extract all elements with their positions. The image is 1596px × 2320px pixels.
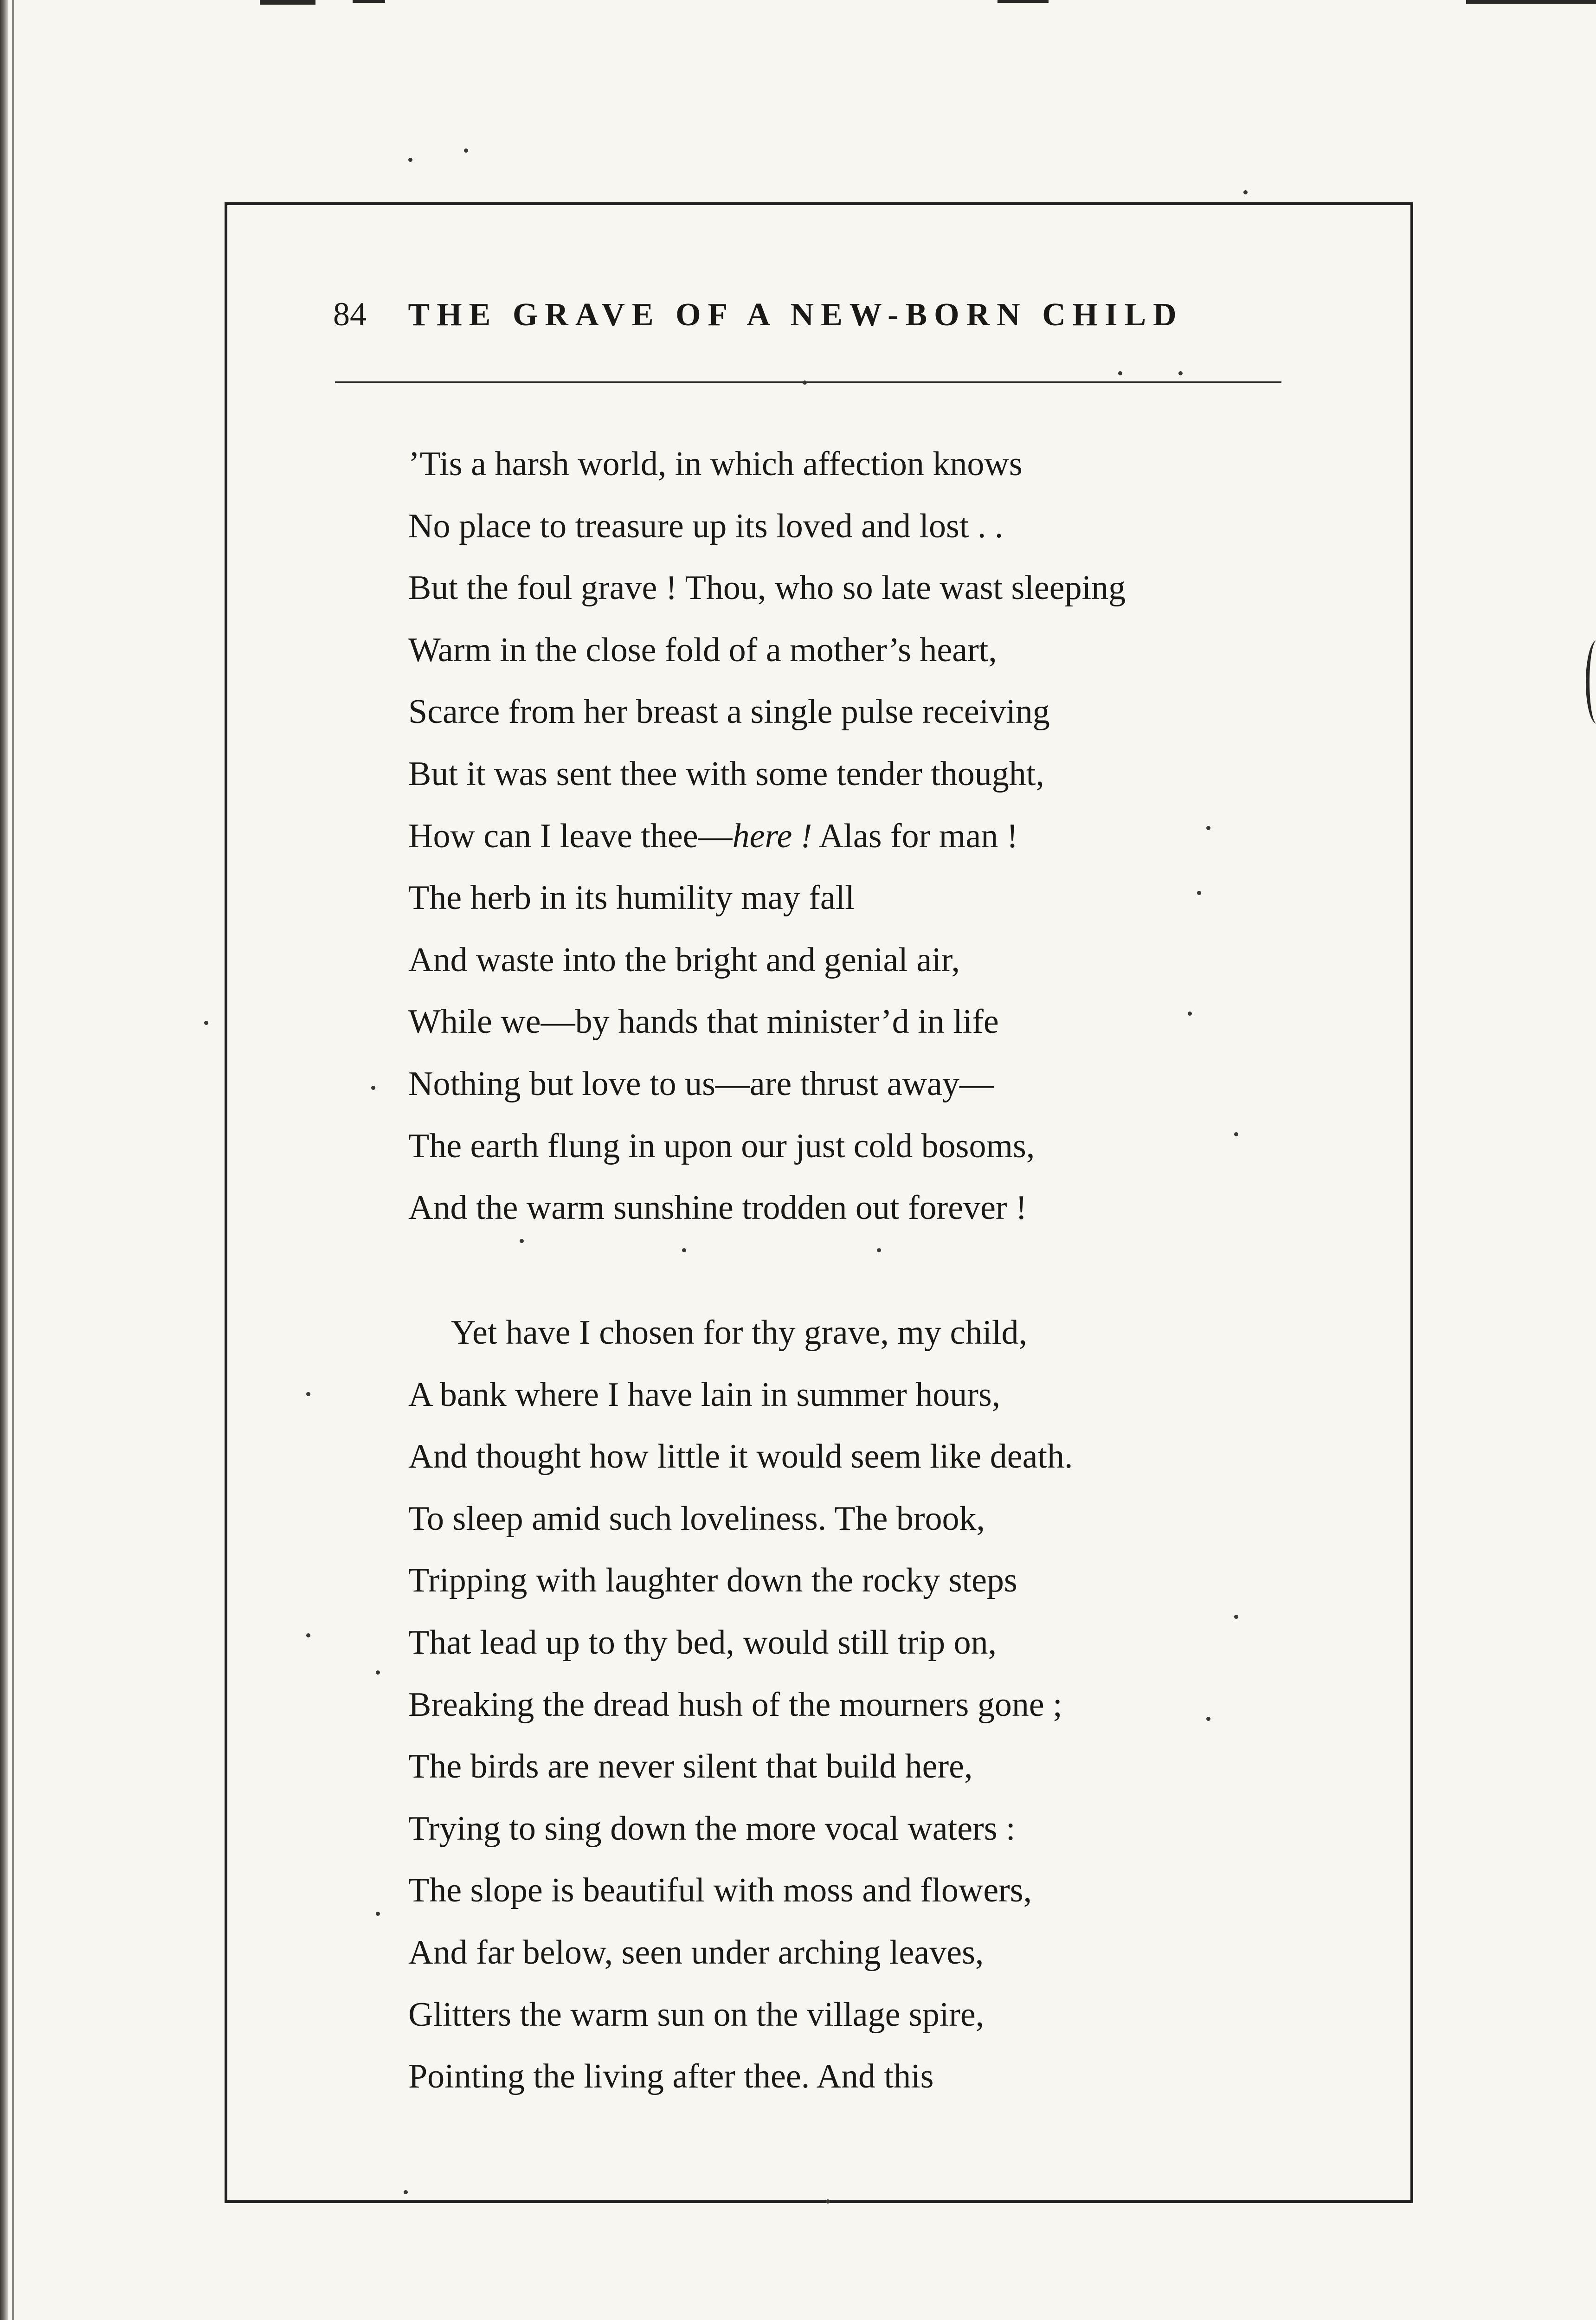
paper-speck: [376, 1670, 380, 1675]
verse-line: And waste into the bright and genial air,: [408, 941, 960, 979]
ink-smudge: [260, 0, 315, 5]
poem-stanza-2: [408, 1302, 1355, 2108]
verse-line: But it was sent thee with some tender thought,: [408, 754, 1044, 793]
verse-line: And far below, seen under arching leaves,: [408, 1933, 984, 1972]
bleed-through-mark: [1586, 640, 1596, 724]
verse-line: But the foul grave ! Thou, who so late wast sleeping: [408, 569, 1126, 607]
verse-line: That lead up to thy bed, would still trip on,: [408, 1623, 997, 1662]
paper-speck: [1188, 1012, 1192, 1016]
paper-speck: [1118, 371, 1122, 375]
paper-speck: [408, 158, 412, 162]
verse-line: Warm in the close fold of a mother’s heart,: [408, 631, 997, 669]
paper-speck: [826, 2199, 830, 2204]
paper-speck: [306, 1392, 310, 1396]
verse-line: The earth flung in upon our just cold bosoms,: [408, 1127, 1035, 1165]
verse-line: Nothing but love to us—are thrust away—: [408, 1064, 994, 1103]
verse-line: [408, 806, 1355, 868]
paper-speck: [1243, 190, 1248, 194]
paper-speck: [1178, 371, 1183, 375]
verse-line: The herb in its humility may fall: [408, 879, 855, 917]
running-head-title: THE GRAVE OF A NEW-BORN CHILD: [408, 297, 1184, 333]
page-number: 84: [333, 296, 367, 333]
verse-line: Pointing the living after thee. And this: [408, 2057, 934, 2096]
ink-smudge: [1466, 0, 1596, 4]
paper-speck: [1206, 826, 1210, 830]
verse-line: A bank where I have lain in summer hours,: [408, 1375, 1001, 1414]
paper-speck: [803, 380, 807, 385]
paper-speck: [204, 1021, 208, 1025]
verse-line-italic: here !: [732, 817, 812, 855]
verse-line: While we—by hands that minister’d in life: [408, 1003, 999, 1041]
page-binding-line: [12, 0, 14, 2320]
poem-stanza-1: [408, 433, 1355, 1239]
verse-line: And thought how little it would seem like death.: [408, 1437, 1073, 1476]
paper-speck: [464, 148, 468, 153]
paper-speck: [306, 1633, 310, 1637]
verse-line: Glitters the warm sun on the village spire,: [408, 1995, 985, 2034]
verse-line: Tripping with laughter down the rocky steps: [408, 1561, 1017, 1600]
verse-line: The birds are never silent that build here,: [408, 1747, 973, 1786]
paper-speck: [682, 1248, 686, 1252]
paper-speck: [877, 1248, 881, 1252]
page-binding-edge: [0, 0, 8, 2320]
verse-line: Scarce from her breast a single pulse receiving: [408, 693, 1050, 731]
verse-line-end: Alas for man !: [812, 817, 1018, 855]
verse-line: Trying to sing down the more vocal waters :: [408, 1809, 1016, 1848]
paper-speck: [1234, 1132, 1238, 1136]
verse-line: Yet have I chosen for thy grave, my child,: [451, 1314, 1027, 1352]
verse-line-start: How can I leave thee—: [408, 817, 733, 855]
verse-line: And the warm sunshine trodden out forever !: [408, 1189, 1027, 1227]
paper-speck: [1206, 1717, 1210, 1721]
verse-line: ’Tis a harsh world, in which affection knows: [408, 445, 1023, 483]
running-head: [333, 289, 1280, 340]
ink-smudge: [998, 0, 1049, 3]
verse-line: To sleep amid such loveliness. The brook,: [408, 1499, 985, 1538]
header-rule: [335, 381, 1281, 383]
paper-speck: [376, 1912, 380, 1916]
paper-speck: [520, 1239, 524, 1243]
paper-speck: [1234, 1615, 1238, 1619]
paper-speck: [404, 2190, 408, 2194]
verse-line: No place to treasure up its loved and lost . .: [408, 507, 1004, 545]
paper-speck: [1197, 891, 1201, 895]
verse-line: Breaking the dread hush of the mourners gone ;: [408, 1685, 1062, 1724]
paper-speck: [371, 1086, 375, 1090]
ink-smudge: [353, 0, 385, 3]
verse-line: The slope is beautiful with moss and flowers,: [408, 1871, 1032, 1910]
